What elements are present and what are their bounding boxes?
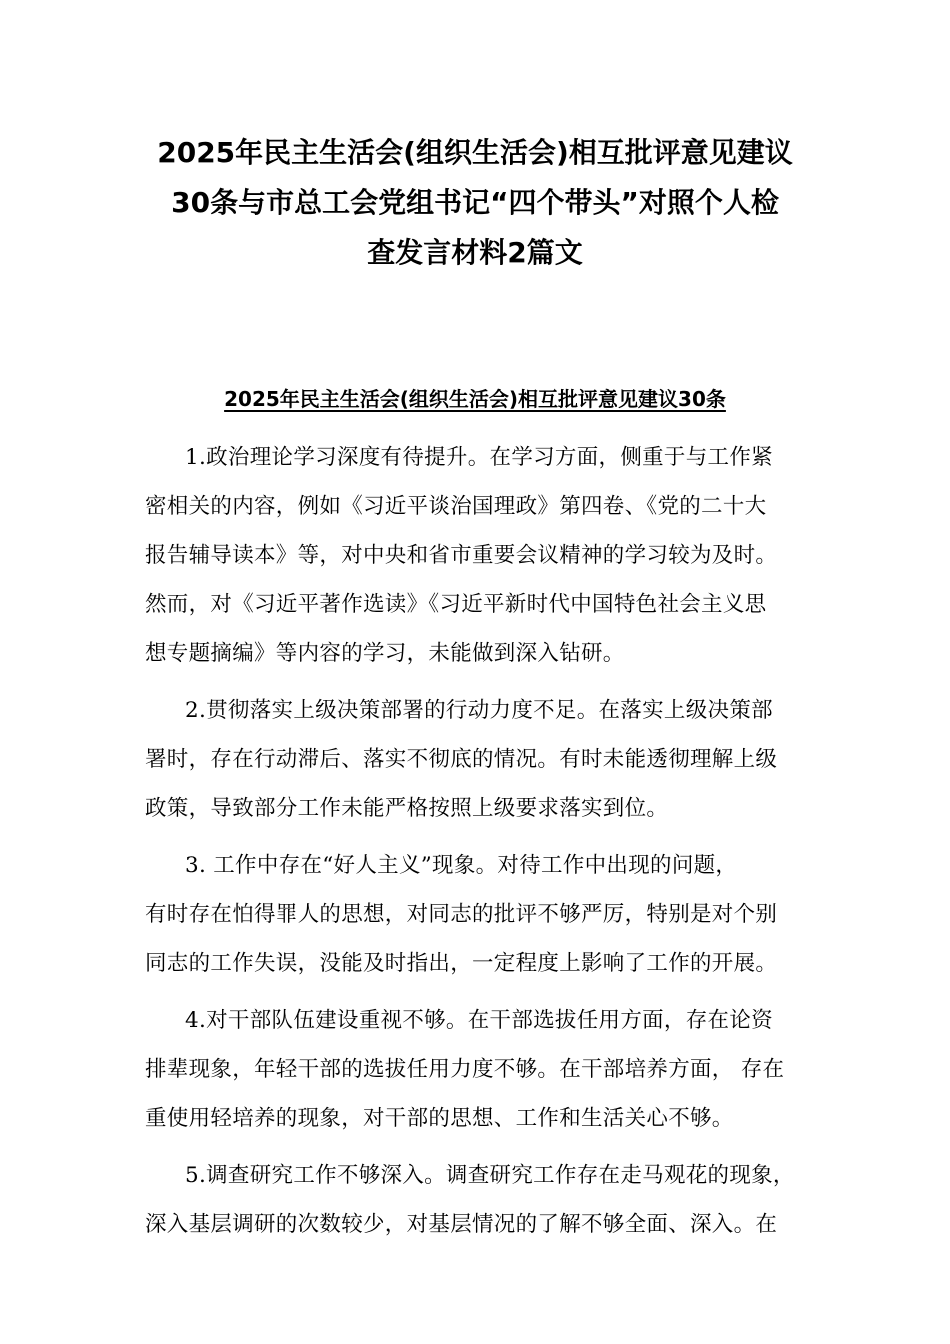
- paragraph-line: 报告辅导读本》等，对中央和省市重要会议精神的学习较为及时。: [145, 543, 778, 568]
- section-heading-text: 2025年民主生活会(组织生活会)相互批评意见建议30条: [224, 387, 726, 411]
- paragraph-line: 1.政治理论学习深度有待提升。在学习方面，侧重于与工作紧: [185, 445, 773, 470]
- section-heading: [145, 382, 805, 416]
- paragraph-line: 想专题摘编》等内容的学习，未能做到深入钻研。: [145, 641, 625, 666]
- paragraph-5: [145, 1151, 810, 1249]
- paragraph-4: [145, 996, 810, 1143]
- paragraph-line: 然而，对《习近平著作选读》《习近平新时代中国特色社会主义思: [145, 592, 767, 617]
- paragraph-line: 3. 工作中存在“好人主义”现象。对待工作中出现的问题，: [185, 853, 738, 878]
- paragraph-line: 2.贯彻落实上级决策部署的行动力度不足。在落实上级决策部: [185, 698, 773, 723]
- paragraph-line: 5.调查研究工作不够深入。调查研究工作存在走马观花的现象，: [185, 1163, 795, 1188]
- paragraph-line: 署时，存在行动滞后、落实不彻底的情况。有时未能透彻理解上级: [145, 747, 778, 772]
- paragraph-2: [145, 686, 810, 833]
- paragraph-line: 深入基层调研的次数较少，对基层情况的了解不够全面、深入。在: [145, 1212, 778, 1237]
- document-body: [145, 433, 810, 1257]
- paragraph-line: 排辈现象，年轻干部的选拔任用力度不够。在干部培养方面， 存在: [145, 1057, 785, 1082]
- paragraph-1: [145, 433, 810, 678]
- paragraph-3: [145, 841, 810, 988]
- title-line: 查发言材料2篇文: [367, 236, 583, 269]
- title-line: 2025年民主生活会(组织生活会)相互批评意见建议: [157, 136, 793, 169]
- paragraph-line: 有时存在怕得罪人的思想，对同志的批评不够严厉，特别是对个别: [145, 902, 778, 927]
- paragraph-line: 同志的工作失误，没能及时指出，一定程度上影响了工作的开展。: [145, 951, 778, 976]
- document-title: [130, 128, 820, 278]
- paragraph-line: 政策，导致部分工作未能严格按照上级要求落实到位。: [145, 796, 669, 821]
- paragraph-line: 重使用轻培养的现象，对干部的思想、工作和生活关心不够。: [145, 1106, 734, 1131]
- paragraph-line: 密相关的内容，例如《习近平谈治国理政》第四卷、《党的二十大: [145, 494, 767, 519]
- title-line: 30条与市总工会党组书记“四个带头”对照个人检: [171, 186, 779, 219]
- paragraph-line: 4.对干部队伍建设重视不够。在干部选拔任用方面，存在论资: [185, 1008, 773, 1033]
